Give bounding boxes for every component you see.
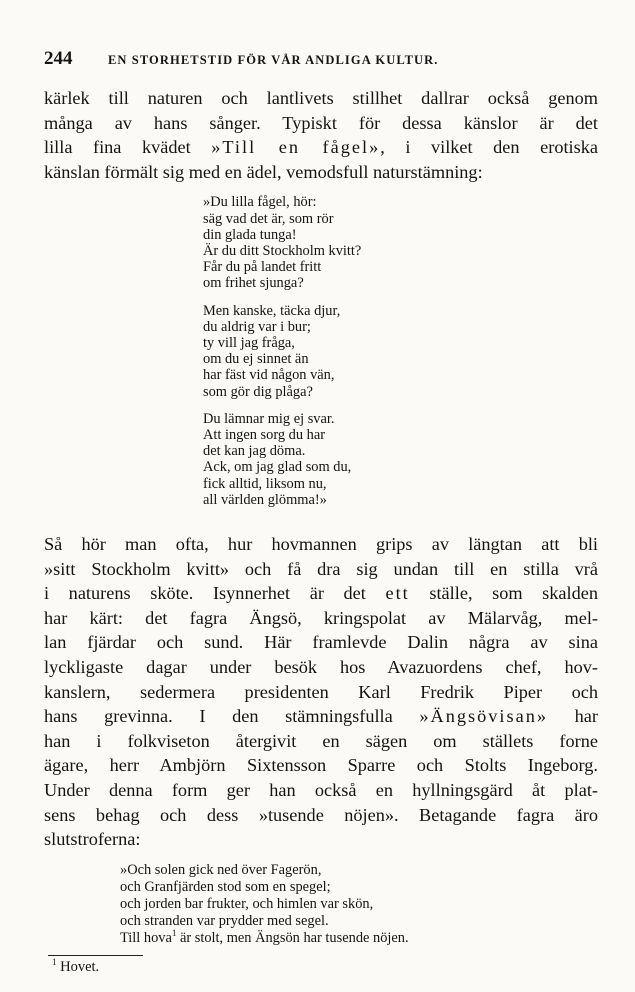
poem-till-en-fagel — [203, 194, 598, 508]
verse-line: och jorden bar frukter, och himlen var skön, — [120, 895, 374, 912]
verse-line: all världen glömma!» — [203, 491, 327, 508]
text-line — [44, 704, 598, 729]
verse-line: säg vad det är, som rör — [203, 210, 334, 227]
book-page — [44, 48, 598, 976]
verse-line: ty vill jag fråga, — [203, 335, 295, 351]
paragraph-angso — [44, 532, 598, 852]
text-line: har kärt: det fagra Ängsö, kringspolat av Mälarvåg, mel- — [44, 607, 598, 628]
poem-angsovisan — [120, 862, 598, 947]
verse-line: Du lämnar mig ej svar. — [203, 410, 335, 427]
poem-stanza — [203, 411, 598, 508]
verse-line: du aldrig var i bur; — [203, 318, 311, 335]
verse-line: har fäst vid någon vän, — [203, 367, 335, 384]
text-line: lyckligaste dagar under besök hos Avazuordens chef, hov- — [44, 657, 598, 677]
verse-line: Får du på landet fritt — [203, 259, 322, 276]
footnote-text: Hovet. — [60, 958, 100, 975]
paragraph-intro — [44, 86, 598, 184]
footnote-marker: 1 — [52, 956, 57, 967]
text-line: kärlek till naturen och lantlivets stillhet dallrar också genom — [44, 88, 598, 108]
text-fragment: Till hova — [120, 929, 172, 946]
text-line: »sitt Stockholm kvitt» och få dra sig undan till en stilla vrå — [44, 558, 598, 579]
text-fragment: lilla fina kvädet — [44, 137, 212, 158]
text-line: Under denna form ger han också en hyllningsgärd åt plat- — [44, 779, 598, 800]
text-line: sens behag och dess »tusende nöjen». Betagande fagra äro — [44, 804, 598, 825]
verse-line: Men kanske, täcka djur, — [203, 302, 341, 319]
poem-stanza — [203, 194, 598, 291]
verse-line: »Och solen gick ned över Fagerön, — [120, 861, 322, 878]
verse-line: om du ej sinnet än — [203, 351, 309, 368]
footnote — [52, 956, 598, 976]
poem-stanza — [203, 303, 598, 400]
verse-line — [120, 927, 598, 947]
page-number: 244 — [44, 48, 73, 69]
text-line: kanslern, sedermera presidenten Karl Fredrik Piper och — [44, 681, 598, 702]
verse-line: som gör dig plåga? — [203, 383, 313, 400]
verse-line: din glada tunga! — [203, 226, 297, 243]
poem-title: »Ängsövisan» — [419, 706, 549, 727]
page-header — [44, 48, 598, 78]
verse-line: Är du ditt Stockholm kvitt? — [203, 242, 362, 259]
footnote-divider — [48, 955, 143, 956]
text-fragment: är stolt, men Ängsön har tusende nöjen. — [176, 929, 409, 946]
text-fragment: har — [548, 706, 599, 727]
text-fragment: ställe, som skalden — [429, 583, 599, 604]
text-line: många av hans sånger. Typiskt för dessa känslor är det — [44, 112, 598, 133]
text-line — [44, 581, 598, 606]
verse-line: om frihet sjunga? — [203, 275, 304, 292]
running-title: EN STORHETSTID FÖR VÅR ANDLIGA KULTUR. — [108, 53, 439, 67]
text-fragment: , i vilket den erotiska — [380, 137, 598, 158]
text-fragment: hans grevinna. I den stämningsfulla — [44, 706, 420, 727]
text-line: lan fjärdar och sund. Här framlevde Dalin några av sina — [44, 632, 598, 653]
text-line: ägare, herr Ambjörn Sixtensson Sparre och Stolts Ingeborg. — [44, 755, 598, 776]
verse-line: Ack, om jag glad som du, — [203, 459, 352, 476]
emphasis-ett: ett — [385, 583, 410, 604]
text-line: han i folkviseton återgivit en sägen om ställets forne — [44, 730, 598, 751]
poem-title: »Till en fågel» — [211, 137, 381, 158]
text-line — [44, 135, 598, 160]
footnote-ref: 1 — [171, 927, 177, 938]
verse-line: och stranden var prydder med segel. — [120, 912, 329, 929]
text-line: slutstroferna: — [44, 829, 141, 850]
verse-line: det kan jag döma. — [203, 443, 306, 460]
verse-line: och Granfjärden stod som en spegel; — [120, 878, 331, 895]
verse-line: fick alltid, liksom nu, — [203, 475, 327, 492]
verse-line: Att ingen sorg du har — [203, 427, 326, 444]
verse-line: »Du lilla fågel, hör: — [203, 194, 317, 211]
text-line: känslan förmält sig med en ädel, vemodsfull naturstämning: — [44, 161, 483, 182]
text-fragment: i naturens sköte. Isynnerhet är det — [44, 583, 366, 604]
text-line: Så hör man ofta, hur hovmannen grips av längtan att bli — [44, 534, 598, 555]
